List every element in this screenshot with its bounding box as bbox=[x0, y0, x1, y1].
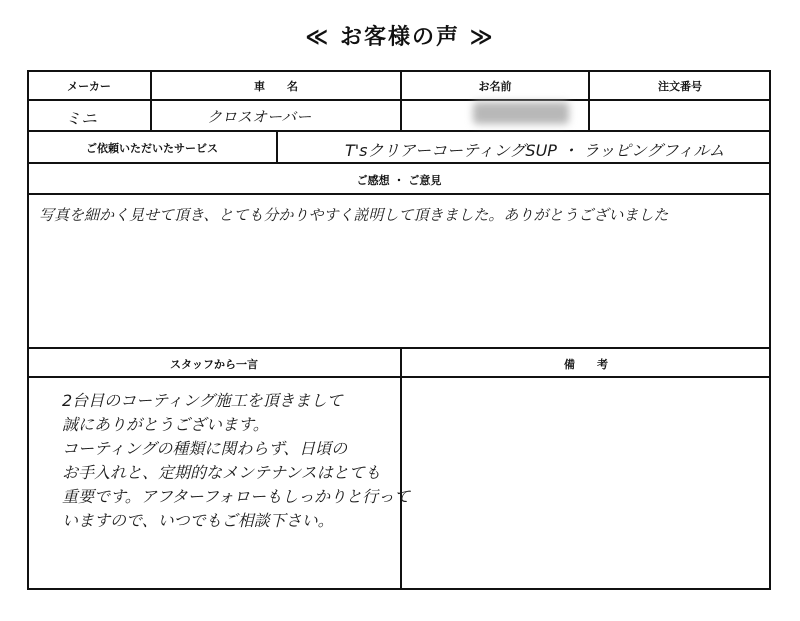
impressions-header: ご感想 ・ ご意見 bbox=[356, 174, 442, 187]
staff-comment-line: 重要です。アフターフォローもしっかりと行って bbox=[62, 487, 411, 506]
staff-comment-line: お手入れと、定期的なメンテナンスはとても bbox=[62, 463, 381, 482]
impressions-value: 写真を細かく見せて頂き、とても分かりやすく説明して頂きました。ありがとうございました bbox=[39, 206, 669, 224]
staff-comment-line: コーティングの種類に関わらず、日頃の bbox=[62, 439, 348, 458]
staff-comment-header: スタッフから一言 bbox=[170, 358, 258, 371]
staff-comment-line: いますので、いつでもご相談下さい。 bbox=[62, 511, 334, 530]
maker-value: ミニ bbox=[65, 109, 98, 128]
car-name-value: クロスオーバー bbox=[207, 108, 312, 126]
customer-name-redacted bbox=[473, 102, 569, 124]
remarks-header: 備 考 bbox=[564, 358, 608, 371]
staff-comment-line: 誠にありがとうございます。 bbox=[62, 415, 269, 434]
staff-comment-line: 2台目のコーティング施工を頂きまして bbox=[62, 391, 343, 410]
feedback-form bbox=[27, 70, 771, 590]
car-name-header: 車 名 bbox=[254, 80, 298, 93]
customer-name-header: お名前 bbox=[478, 80, 512, 93]
page-title: ≪ お客様の声 ≫ bbox=[305, 25, 495, 50]
service-value: T'sクリアーコーティングSUP ・ ラッピングフィルム bbox=[345, 141, 725, 160]
service-header: ご依頼いただいたサービス bbox=[86, 142, 218, 155]
order-number-header: 注文番号 bbox=[658, 80, 702, 93]
maker-header: メーカー bbox=[67, 80, 111, 93]
